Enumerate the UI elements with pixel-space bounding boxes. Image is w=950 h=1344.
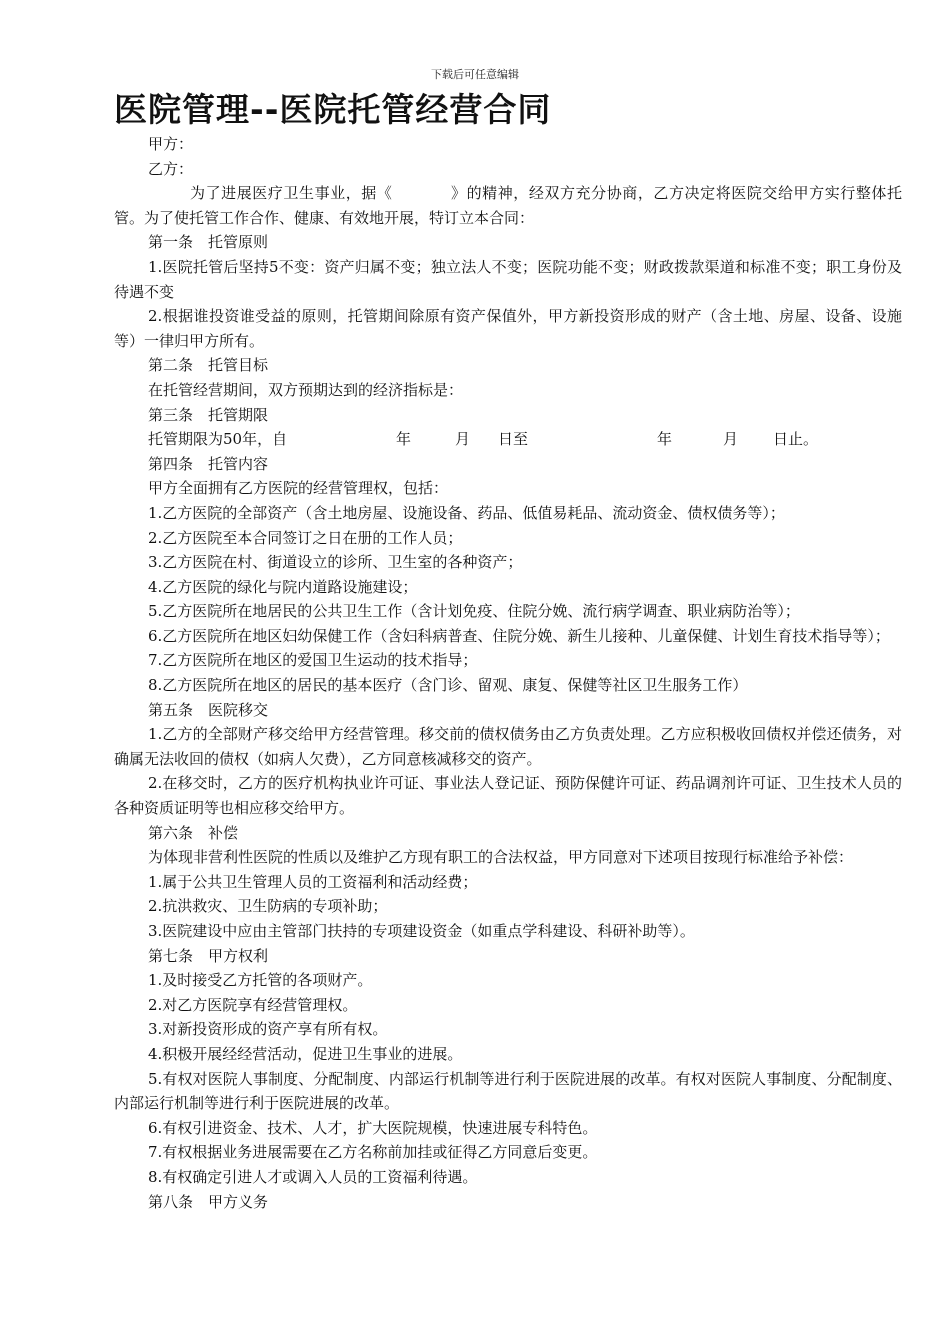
- article-1-item-2: 2.根据谁投资谁受益的原则，托管期间除原有资产保值外，甲方新投资形成的财产（含土地、房屋、设备、设施等）一律归甲方所有。: [114, 307, 902, 350]
- party-b-line: 乙方：: [148, 159, 194, 178]
- article-7-item-4: 4.积极开展经经营活动，促进卫生事业的进展。: [148, 1044, 463, 1063]
- article-7-item-7: 7.有权根据业务进展需要在乙方名称前加挂或征得乙方同意后变更。: [148, 1143, 598, 1162]
- article-7-title: 第七条 甲方权利: [148, 946, 269, 965]
- article-6-intro: 为体现非营利性医院的性质以及维护乙方现有职工的合法权益，甲方同意对下述项目按现行标准给予补偿：: [148, 848, 854, 867]
- article-7-item-1: 1.及时接受乙方托管的各项财产。: [148, 971, 373, 990]
- article-7-item-6: 6.有权引进资金、技术、人才，扩大医院规模，快速进展专科特色。: [148, 1118, 598, 1137]
- article-8-title: 第八条 甲方义务: [148, 1192, 269, 1211]
- article-4-item-4: 4.乙方医院的绿化与院内道路设施建设；: [148, 577, 418, 596]
- article-7-item-8: 8.有权确定引进人才或调入人员的工资福利待遇。: [148, 1167, 478, 1186]
- article-5-item-2: 2.在移交时，乙方的医疗机构执业许可证、事业法人登记证、预防保健许可证、药品调剂许可证、卫生技术人员的各种资质证明等也相应移交给甲方。: [114, 774, 902, 818]
- document-title: 医院管理--医院托管经营合同: [114, 90, 552, 129]
- intro-pre: 为了进展医疗卫生事业，据《: [190, 184, 393, 203]
- term-line: [114, 427, 902, 452]
- term-day-to: 日至: [498, 430, 529, 449]
- article-6-item-1: 1.属于公共卫生管理人员的工资福利和活动经费；: [148, 872, 478, 891]
- article-7-item-3: 3.对新投资形成的资产享有所有权。: [148, 1020, 388, 1039]
- term-year-2: 年: [657, 430, 673, 449]
- term-start: 托管期限为50年，自: [148, 430, 288, 449]
- article-6-item-3: 3.医院建设中应由主管部门扶持的专项建设资金（如重点学科建设、科研补助等）。: [148, 922, 695, 940]
- article-1-title: 第一条 托管原则: [148, 233, 269, 252]
- article-6-item-2: 2.抗洪救灾、卫生防病的专项补助；: [148, 897, 388, 916]
- article-7-item-2: 2.对乙方医院享有经营管理权。: [148, 995, 358, 1014]
- article-4-intro: 甲方全面拥有乙方医院的经营管理权，包括：: [148, 479, 449, 498]
- intro-paragraph: [114, 181, 902, 230]
- article-2-title: 第二条 托管目标: [148, 356, 269, 375]
- term-month-1: 月: [455, 430, 471, 449]
- term-year-1: 年: [396, 430, 412, 449]
- article-4-item-1: 1.乙方医院的全部资产（含土地房屋、设施设备、药品、低值易耗品、流动资金、债权债务等）；: [148, 503, 785, 522]
- article-2-item-1: 在托管经营期间，双方预期达到的经济指标是：: [148, 380, 464, 399]
- article-5-title: 第五条 医院移交: [148, 700, 269, 719]
- article-4-item-5: 5.乙方医院所在地居民的公共卫生工作（含计划免疫、住院分娩、流行病学调查、职业病防治等）；: [148, 602, 800, 621]
- article-7-item-5: 5.有权对医院人事制度、分配制度、内部运行机制等进行利于医院进展的改革。有权对医院人事制度、分配制度、内部运行机制等进行利于医院进展的改革。: [114, 1069, 902, 1113]
- term-month-2: 月: [723, 430, 739, 449]
- article-4-item-8: 8.乙方医院所在地区的居民的基本医疗（含门诊、留观、康复、保健等社区卫生服务工作）: [148, 676, 748, 695]
- article-4-item-6: 6.乙方医院所在地区妇幼保健工作（含妇科病普查、住院分娩、新生儿接种、儿童保健、计划生育技术指导等）；: [148, 626, 890, 645]
- intro-post: 》的精神，经双方充分协商，乙方决定将医院交给甲方实行整体托管。为了使托管工作合作、健康、有效地开展，特订立本合同：: [114, 184, 902, 227]
- header-note: 下载后可任意编辑: [431, 68, 519, 81]
- article-4-item-2: 2.乙方医院至本合同签订之日在册的工作人员；: [148, 528, 463, 547]
- article-4-title: 第四条 托管内容: [148, 454, 269, 473]
- contract-body: [114, 132, 902, 1214]
- article-6-title: 第六条 补偿: [148, 823, 239, 842]
- article-4-item-3: 3.乙方医院在村、街道设立的诊所、卫生室的各种资产；: [148, 553, 523, 572]
- party-a-line: 甲方：: [148, 135, 194, 153]
- article-1-item-1: 1.医院托管后坚持5不变：资产归属不变；独立法人不变；医院功能不变；财政拨款渠道和标准不变；职工身份及待遇不变: [114, 257, 902, 301]
- term-end: 日止。: [773, 430, 819, 449]
- article-5-item-1: 1.乙方的全部财产移交给甲方经营管理。移交前的债权债务由乙方负责处理。乙方应积极收回债权并偿还债务，对确属无法收回的债权（如病人欠费），乙方同意核减移交的资产。: [114, 725, 902, 768]
- article-3-title: 第三条 托管期限: [148, 405, 269, 424]
- article-4-item-7: 7.乙方医院所在地区的爱国卫生运动的技术指导；: [148, 651, 478, 670]
